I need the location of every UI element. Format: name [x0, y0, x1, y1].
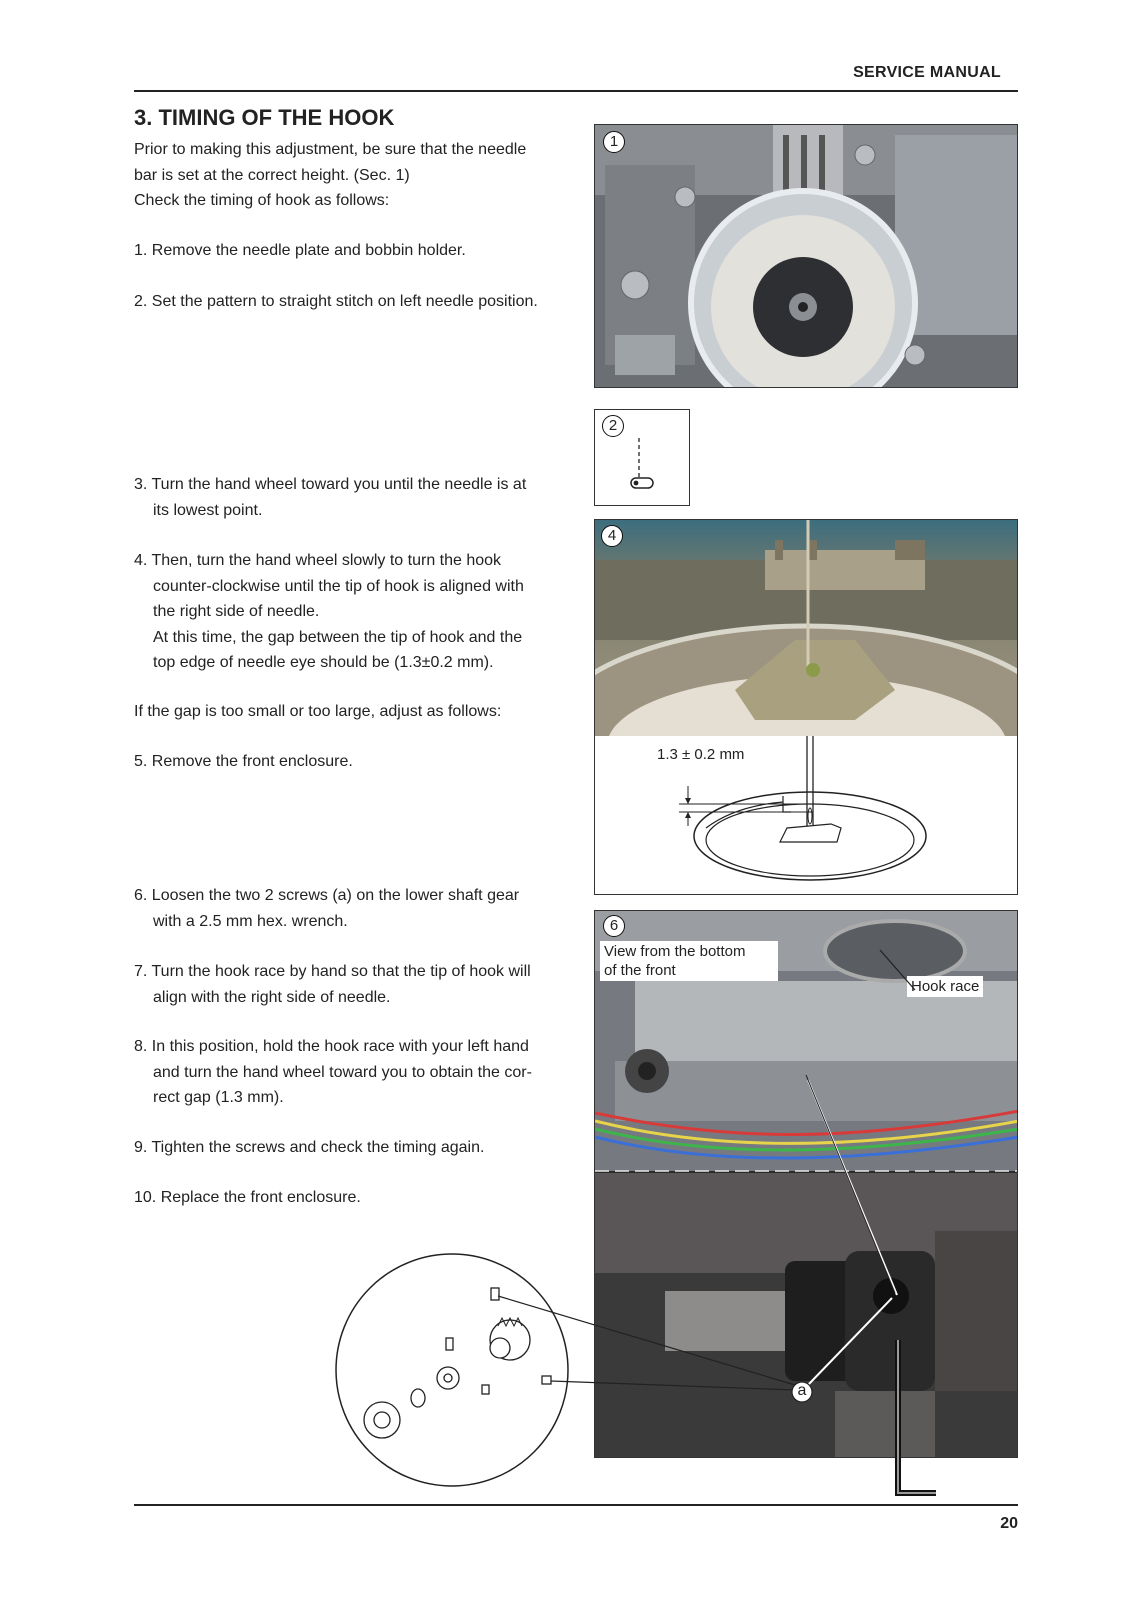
step-line: 7. Turn the hook race by hand so that the tip of hook will: [134, 963, 531, 980]
step-line: 6. Loosen the two 2 screws (a) on the lower shaft gear: [134, 887, 520, 904]
running-header: SERVICE MANUAL: [853, 64, 1001, 81]
step-line: and turn the hand wheel toward you to obtain the cor-: [153, 1063, 532, 1081]
gap-dimension-label: 1.3 ± 0.2 mm: [657, 746, 745, 763]
step-line: align with the right side of needle.: [153, 988, 391, 1006]
section-title: 3. TIMING OF THE HOOK: [134, 105, 395, 130]
step-10: 10. Replace the front enclosure.: [134, 1189, 361, 1206]
step-line: counter-clockwise until the tip of hook is aligned with: [153, 577, 524, 595]
step-1: 1. Remove the needle plate and bobbin holder.: [134, 242, 466, 259]
step-9: 9. Tighten the screws and check the timing again.: [134, 1139, 485, 1156]
step-line: 8. In this position, hold the hook race with your left hand: [134, 1038, 529, 1055]
intro-line: Prior to making this adjustment, be sure that the needle: [134, 141, 527, 158]
step-line: At this time, the gap between the tip of hook and the: [153, 628, 523, 646]
step-2: 2. Set the pattern to straight stitch on left needle position.: [134, 293, 538, 310]
step-line: top edge of needle eye should be (1.3±0.2 mm).: [153, 654, 494, 671]
label-line: View from the bottom: [604, 943, 746, 960]
figure-number-badge: 2: [602, 415, 624, 437]
step-line: with a 2.5 mm hex. wrench.: [153, 912, 348, 930]
hook-race-label: Hook race: [907, 976, 983, 997]
step-line: 3. Turn the hand wheel toward you until the needle is at: [134, 476, 527, 493]
intro-line: bar is set at the correct height. (Sec. 1): [134, 166, 410, 184]
figure-number-badge: 6: [603, 915, 625, 937]
intro-line: Check the timing of hook as follows:: [134, 192, 390, 209]
footer-rule: [134, 1504, 1018, 1506]
label-line: of the front: [604, 962, 676, 979]
gap-note: If the gap is too small or too large, adjust as follows:: [134, 703, 502, 720]
figure-number-badge: 4: [601, 525, 623, 547]
page-number: 20: [1000, 1515, 1018, 1532]
step-5: 5. Remove the front enclosure.: [134, 753, 353, 770]
figure-number-badge: 1: [603, 131, 625, 153]
step-line: 4. Then, turn the hand wheel slowly to turn the hook: [134, 552, 502, 569]
screw-a-label: a: [797, 1382, 807, 1399]
step-line: rect gap (1.3 mm).: [153, 1089, 284, 1106]
step-line: the right side of needle.: [153, 603, 320, 620]
step-line: its lowest point.: [153, 501, 263, 519]
